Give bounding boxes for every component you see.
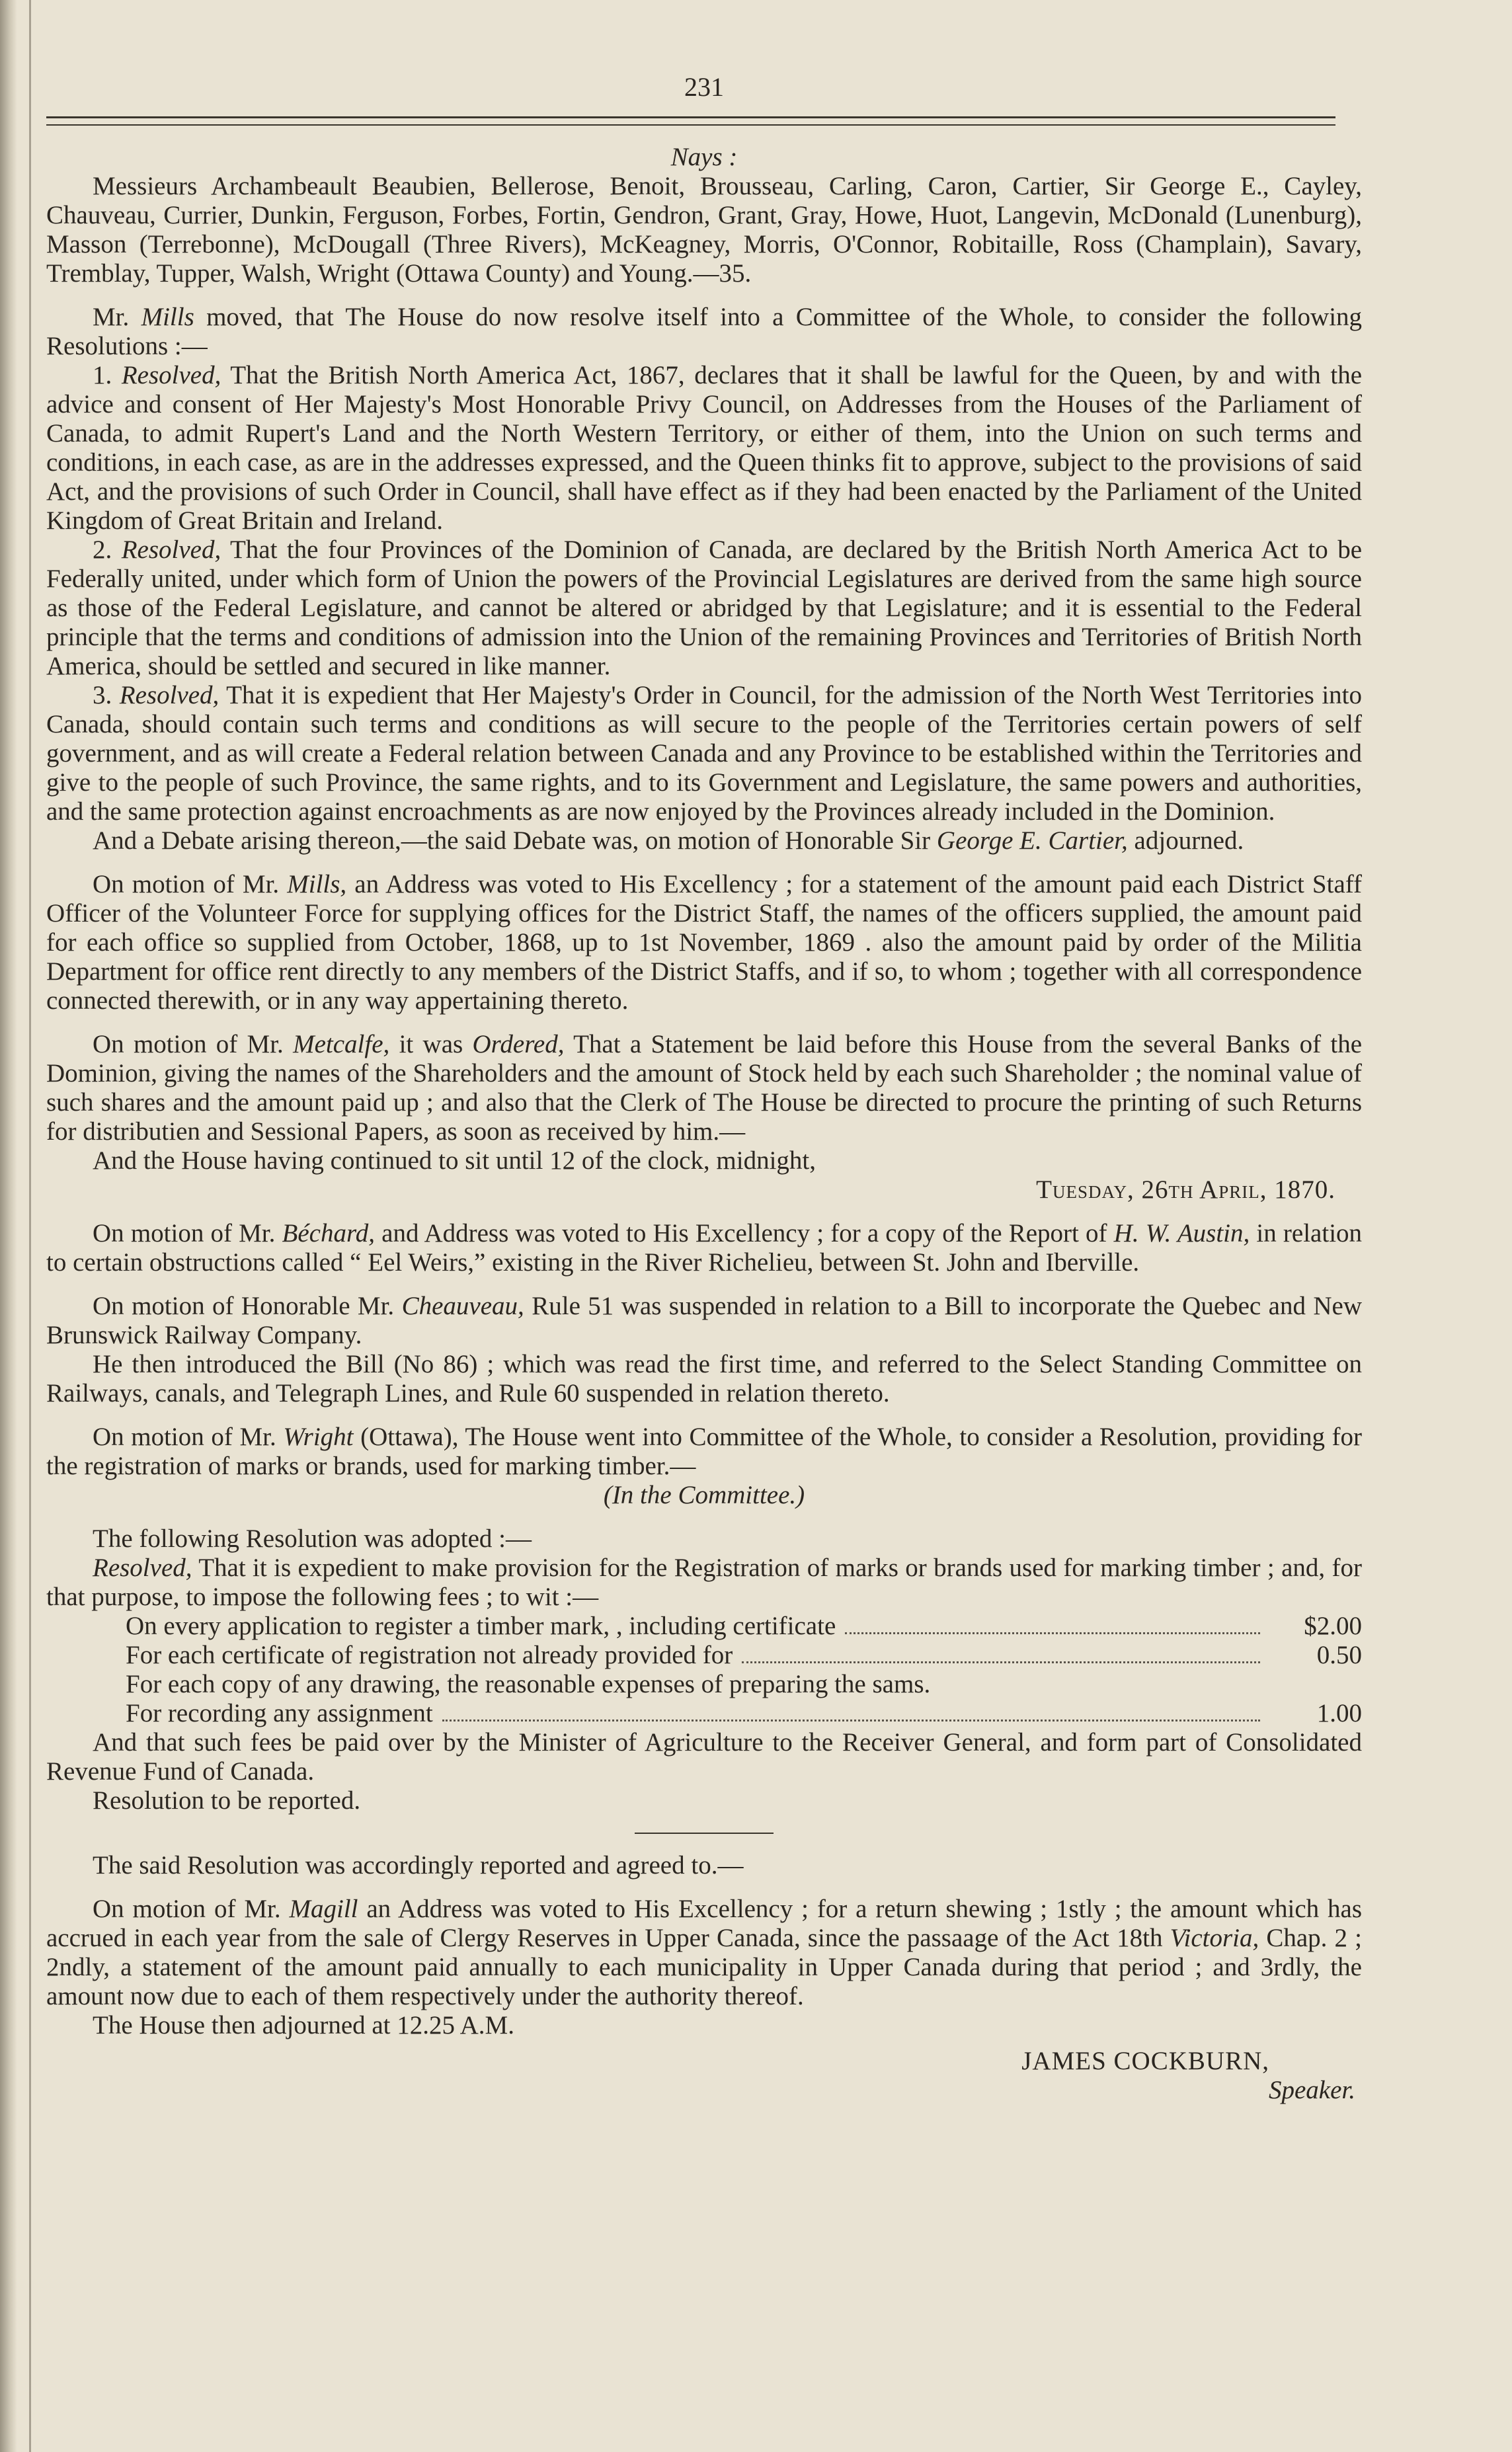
dot-leader [442,1720,1260,1721]
resolved-label: Resolved, [121,535,221,564]
fee-label: For recording any assignment [126,1699,433,1727]
mills-address [46,870,1362,1015]
bechard-motion [46,1219,1362,1277]
fee-amount: $2.00 [1304,1612,1362,1640]
member-name: Magill [289,1895,358,1923]
resolved-label: Resolved, [119,681,219,709]
fee-amount: 0.50 [1316,1641,1362,1669]
fee-label: On every application to register a timber mark, , including certificate [126,1612,836,1640]
fee-label: For each certificate of registration not already provided for [126,1641,733,1669]
ordered-label: Ordered, [472,1030,565,1058]
fee-row [46,1641,1362,1670]
header-double-rule [46,116,1335,126]
page-binding-shadow [0,0,17,2452]
fees-closing: And that such fees be paid over by the Minister of Agriculture to the Receiver General, and form part of Consolidated Revenue Fund of Canada. [46,1728,1362,1786]
motion-text: moved, that The House do now resolve itself into a Committee of the Whole, to consider the following Resolutions :— [46,303,1363,360]
timber-resolution [46,1554,1362,1612]
motion-prefix: On motion of Mr. [93,1219,276,1247]
wright-motion [46,1423,1362,1481]
fee-row [46,1612,1362,1641]
page-margin-line [29,0,31,2452]
motion-text: Rule 51 was suspended in relation to a Bill to incorporate the Quebec and New Brunswick Railway Company. [46,1292,1363,1349]
resolution-reported: Resolution to be reported. [93,1786,361,1815]
resolution-adopted-intro: The following Resolution was adopted :— [93,1524,532,1553]
address-text-cont: in relation to certain obstructions called “ Eel Weirs,” existing in the River Richelieu, between St. John and Iberville. [46,1219,1363,1277]
motion-text: (Ottawa), The House went into Committee of the Whole, to consider a Resolution, providing for the registration of marks or brands, used for marking timber.— [46,1423,1363,1480]
debate-paragraph [46,826,1362,855]
debate-member: George E. Cartier, [936,826,1128,855]
nays-members: Messieurs Archambeault Beaubien, Bellerose, Benoit, Brousseau, Carling, Caron, Cartier, Sir George E., Cayley, Chauveau, Currier, Dunkin, Ferguson, Forbes, Fortin, Gendron, Grant, Gray, Howe, Huot, Langevin, McDonald (Lunenburg), Masson (Terrebonne), McDougall (Three Rivers), McKeagney, Morris, O'Connor, Robitaille, Ross (Champlain), Savary, Tremblay, Tupper, Walsh, Wright (Ottawa County) and Young.—35. [46,172,1362,288]
motion-text: That a Statement be laid before this House from the several Banks of the Dominion, giving the names of the Shareholders and the amount of Stock held by each such Shareholder ; the nominal value of such shares and the amount paid up ; and also that the Clerk of The House be directed to procure the printing of such Returns for distributien and Sessional Papers, as soon as received by him.— [46,1030,1363,1146]
speaker-signature [46,2047,1355,2105]
member-name: Mills [141,303,194,331]
member-name: Cheauveau, [401,1292,524,1320]
speaker-name: JAMES COCKBURN, [1021,2047,1269,2075]
resolution-number: 3. [93,681,112,709]
fee-amount: 1.00 [1316,1699,1362,1727]
dot-leader [742,1661,1260,1663]
resolution-text: That it is expedient that Her Majesty's Order in Council, for the admission of the North West Territories into Canada, should contain such terms and conditions as will secure to the people of the Territories certain powers of self government, and as will create a Federal relation between Canada and any Province to be established within the Territories and give to the people of such Province, the same rights, and to its Government and Legislature, the same powers and authorities, and the same protection against encroachments as are now enjoyed by the Provinces already included in the Dominion. [46,681,1362,826]
debate-text: And a Debate arising thereon,—the said Debate was, on motion of Honorable Sir [93,826,931,855]
resolution-agreed: The said Resolution was accordingly reported and agreed to.— [93,1851,744,1879]
report-author: H. W. Austin, [1113,1219,1250,1247]
nays-heading: Nays : [670,143,738,171]
journal-page [46,73,1362,2105]
committee-heading: (In the Committee.) [603,1481,805,1509]
sitting-date: Tuesday, 26th April, 1870. [1036,1175,1335,1204]
mr-prefix: Mr. [93,303,130,331]
address-text: an Address was voted to His Excellency ; for a return shewing ; 1stly ; the amount which has accrued in each year from the sale of Clergy Reserves in Upper Canada, since the passaage of the Act 18th [46,1895,1363,1952]
resolution-number: 1. [93,361,112,389]
resolution-text: That it is expedient to make provision for the Registration of marks or brands used for marking timber ; and, for that purpose, to impose the following fees ; to wit :— [46,1554,1362,1611]
motion-prefix: On motion of Honorable Mr. [93,1292,395,1320]
address-text: an Address was voted to His Excellency ; for a statement of the amount paid each District Staff Officer of the Volunteer Force for supplying offices for the District Staff, the names of the officers supplied, the amount paid for each office so supplied from October, 1868, up to 1st November, 1869 . also the amount paid by order of the Militia Department for office rent directly to any members of the District Staffs, and if so, to whom ; together with all correspondence connected therewith, or in any way appertaining thereto. [46,870,1363,1015]
section-divider [635,1833,774,1834]
motion-prefix: On motion of Mr. [93,870,280,898]
debate-end: adjourned. [1134,826,1244,855]
resolved-label: Resolved, [93,1554,192,1582]
resolution-3 [46,681,1362,826]
motion-prefix: On motion of Mr. [93,1895,281,1923]
dot-leader [845,1632,1260,1634]
address-text-cont: Chap. 2 ; 2ndly, a statement of the amount paid annually to each municipality in Upper Canada during that period ; and 3rdly, the amount now due to each of them respectively under the authority thereof. [46,1924,1362,2010]
house-adjourned: The House then adjourned at 12.25 A.M. [93,2011,514,2039]
resolution-1 [46,361,1362,535]
motion-prefix: On motion of Mr. [93,1030,284,1058]
resolved-label: Resolved, [121,361,221,389]
metcalfe-motion [46,1030,1362,1146]
member-name: Mills, [287,870,347,898]
bill-introduction: He then introduced the Bill (No 86) ; which was read the first time, and referred to the Select Standing Committee on Railways, canals, and Telegraph Lines, and Rule 60 suspended in relation thereto. [46,1350,1362,1407]
fee-row [46,1699,1362,1728]
fee-row [46,1670,1362,1699]
victoria-ref: Victoria, [1170,1924,1259,1952]
magill-motion [46,1895,1362,2011]
member-name: Béchard, [282,1219,375,1247]
fee-label: For each copy of any drawing, the reasonable expenses of preparing the sams. [126,1670,931,1698]
motion-prefix: On motion of Mr. [93,1423,276,1451]
sitting-continued: And the House having continued to sit until 12 of the clock, midnight, [93,1146,816,1175]
resolution-number: 2. [93,535,112,564]
page-number: 231 [684,72,724,102]
member-name: Wright [283,1423,354,1451]
resolution-2 [46,535,1362,681]
resolution-text: That the four Provinces of the Dominion of Canada, are declared by the British North America Act to be Federally united, under which form of Union the powers of the Provincial Legislatures are derived from the same high source as those of the Federal Legislature, and cannot be altered or abridged by that Legislature; and it is essential to the Federal principle that the terms and conditions of admission into the Union of the remaining Provinces and Territories of British North America, should be settled and secured in like manner. [46,535,1363,680]
chauveau-motion [46,1292,1362,1350]
fee-schedule [46,1612,1362,1728]
resolution-text: That the British North America Act, 1867, declares that it shall be lawful for the Queen, by and with the advice and consent of Her Majesty's Most Honorable Privy Council, on Addresses from the Houses of the Parliament of Canada, to admit Rupert's Land and the North Western Territory, or either of them, into the Union on such terms and conditions, in each case, as are in the addresses expressed, and the Queen thinks fit to approve, subject to the provisions of said Act, and the provisions of such Order in Council, shall have effect as if they had been enacted by the Parliament of the United Kingdom of Great Britain and Ireland. [46,361,1363,535]
motion-mid: it was [399,1030,463,1058]
address-text: and Address was voted to His Excellency ; for a copy of the Report of [381,1219,1107,1247]
member-name: Metcalfe, [293,1030,390,1058]
mills-motion [46,303,1362,361]
speaker-title: Speaker. [1268,2076,1355,2104]
